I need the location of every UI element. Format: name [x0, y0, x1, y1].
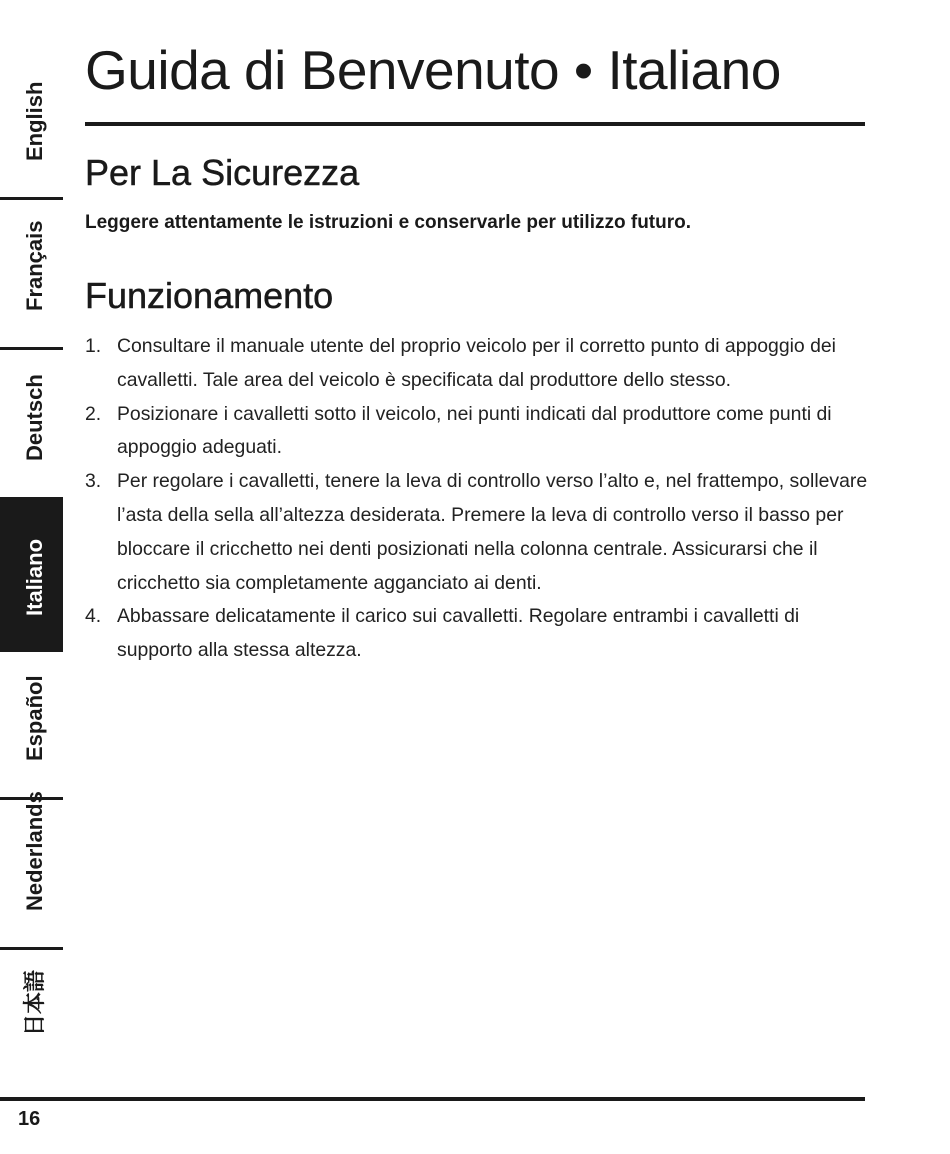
footer-divider — [0, 1097, 865, 1101]
step-number: 1. — [85, 335, 102, 357]
lang-tab-italian[interactable] — [0, 500, 63, 652]
lang-tab-french[interactable] — [0, 202, 63, 350]
title-divider — [85, 122, 865, 126]
page-title: Guida di Benvenuto • Italiano — [85, 39, 781, 101]
lang-tab-label: English — [22, 81, 47, 161]
operation-steps — [85, 330, 875, 668]
lang-tab-english[interactable] — [0, 52, 63, 200]
lang-tab-label: Français — [22, 220, 47, 311]
step-item — [85, 398, 875, 466]
lang-tab-dutch[interactable] — [0, 791, 63, 950]
lang-tab-label: Español — [22, 675, 47, 761]
lang-tab-german[interactable] — [0, 352, 63, 500]
step-item — [85, 465, 875, 600]
lang-tab-label: 日本語 — [22, 969, 47, 1036]
lang-tab-label: Nederlands — [22, 791, 47, 911]
step-number: 2. — [85, 402, 102, 425]
lang-tab-japanese[interactable] — [0, 952, 63, 1072]
safety-heading: Per La Sicurezza — [85, 152, 360, 193]
step-text: Consultare il manuale utente del proprio veicolo per il corretto punto di appoggio dei cavalletti. Tale area del veicolo è specificata dal produttore dello stesso. — [117, 335, 836, 391]
step-item — [85, 330, 875, 398]
safety-text: Leggere attentamente le istruzioni e conservarle per utilizzo futuro. — [85, 212, 692, 233]
operation-heading: Funzionamento — [85, 275, 334, 316]
page-number: 16 — [18, 1108, 41, 1130]
lang-tab-label: Deutsch — [22, 374, 47, 461]
lang-tab-spanish[interactable] — [0, 652, 63, 800]
step-text: Per regolare i cavalletti, tenere la leva di controllo verso l’alto e, nel frattempo, sollevare l’asta della sella all’altezza desiderata. Premere la leva di controllo verso il basso per bloccare il cricchetto nei denti posizionati nella colonna centrale. Assicurarsi che il cricchetto sia completamente agganciato ai denti. — [117, 470, 868, 594]
step-text: Posizionare i cavalletti sotto il veicolo, nei punti indicati dal produttore come punti di appoggio adeguati. — [117, 402, 832, 459]
lang-tab-label: Italiano — [22, 538, 47, 616]
step-item — [85, 600, 875, 668]
step-number: 3. — [85, 470, 102, 493]
step-number: 4. — [85, 605, 102, 628]
step-text: Abbassare delicatamente il carico sui cavalletti. Regolare entrambi i cavalletti di supporto alla stessa altezza. — [117, 605, 800, 662]
